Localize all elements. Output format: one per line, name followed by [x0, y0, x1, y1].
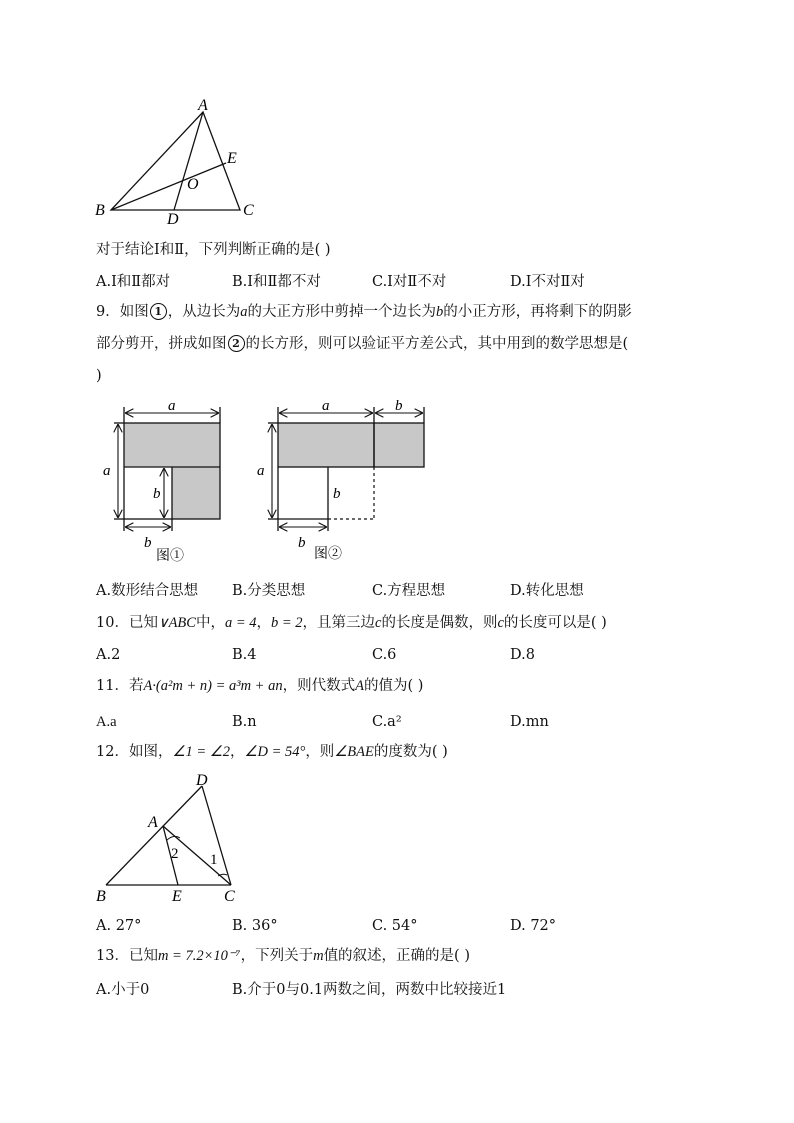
fig9-right-label-inner: b	[333, 486, 341, 502]
q10-option-c[interactable]: C.6	[372, 647, 397, 663]
triangle-figure-q8	[90, 95, 270, 225]
label-b: B	[95, 202, 105, 219]
q8-option-d[interactable]: D.Ⅰ不对Ⅱ对	[510, 274, 585, 290]
question-9-line3: )	[96, 368, 102, 384]
question-9-number: 9．	[96, 304, 120, 320]
question-9-line2: 部分剪开，拼成如图 2 的长方形，则可以验证平方差公式，其中用到的数学思想是(	[96, 336, 629, 352]
fig9-left-caption: 图①	[156, 549, 184, 564]
label-e: E	[227, 150, 237, 167]
label-b: B	[96, 888, 106, 905]
angle-label-1: 1	[210, 852, 218, 868]
fig9-left-label-bottom: b	[144, 535, 152, 551]
question-13-number: 13．	[96, 948, 129, 964]
fig9-right-label-top-a: a	[322, 398, 330, 414]
shaded-top	[124, 423, 220, 467]
shaded-right-rect	[374, 423, 424, 467]
q10-option-a[interactable]: A.2	[96, 647, 121, 663]
q8-option-c[interactable]: C.Ⅰ对Ⅱ不对	[372, 274, 447, 290]
q9-option-a[interactable]: A.数形结合思想	[96, 583, 199, 599]
question-12-number: 12．	[96, 744, 129, 760]
triangle-abc	[111, 112, 240, 210]
q12-option-d[interactable]: D. 72°	[510, 918, 557, 934]
question-12-stem: 12．如图，∠1 = ∠2，∠D = 54°，则∠BAE的度数为( )	[96, 744, 448, 760]
label-c: C	[224, 888, 235, 905]
label-o: O	[187, 176, 199, 193]
q11-option-c[interactable]: C.a²	[372, 714, 402, 730]
label-d: D	[167, 211, 179, 225]
q13-option-a[interactable]: A.小于0	[96, 982, 150, 998]
fig9-left-label-inner: b	[153, 486, 161, 502]
shaded-bottom-right	[172, 467, 220, 519]
q11-option-a[interactable]: A.a	[96, 714, 117, 730]
label-d: D	[196, 772, 208, 789]
question-9-line1: 9．如图 1 ，从边长为a的大正方形中剪掉一个边长为b的小正方形，再将剩下的阴影	[96, 304, 632, 320]
q11-option-b[interactable]: B.n	[232, 714, 257, 730]
q12-option-b[interactable]: B. 36°	[232, 918, 278, 934]
q8-option-a[interactable]: A.Ⅰ和Ⅱ都对	[96, 274, 171, 290]
angle-label-2: 2	[171, 846, 179, 862]
circle-one: 1	[150, 303, 167, 320]
segment-be	[111, 163, 226, 210]
fig9-right-label-side: a	[257, 463, 265, 479]
figure-9-right	[252, 395, 432, 565]
expression: A·(a²m + n) = a³m + an	[143, 678, 283, 694]
segment-bd	[106, 786, 202, 885]
q9-option-b[interactable]: B.分类思想	[232, 583, 306, 599]
q8-option-b[interactable]: B.Ⅰ和Ⅱ都不对	[232, 274, 321, 290]
fig9-right-label-bottom: b	[298, 535, 306, 551]
question-13-stem: 13．已知m = 7.2×10⁻⁷，下列关于m值的叙述，正确的是( )	[96, 948, 470, 964]
q9-option-c[interactable]: C.方程思想	[372, 583, 446, 599]
triangle-figure-q12	[90, 768, 250, 908]
shaded-left-rect	[278, 423, 374, 467]
fig9-left-label-top: a	[168, 398, 176, 414]
circle-two: 2	[228, 335, 245, 352]
q10-option-d[interactable]: D.8	[510, 647, 535, 663]
q10-option-b[interactable]: B.4	[232, 647, 257, 663]
fig9-right-caption: 图②	[314, 547, 342, 562]
question-8-stem: 对于结论Ⅰ和Ⅱ，下列判断正确的是( )	[96, 242, 331, 258]
fig9-left-label-side: a	[103, 463, 111, 479]
segment-dc	[202, 786, 231, 885]
question-10-number: 10．	[96, 615, 129, 631]
fig9-right-label-top-b: b	[395, 398, 403, 414]
q12-option-a[interactable]: A. 27°	[96, 918, 142, 934]
q13-option-b[interactable]: B.介于0与0.1两数之间，两数中比较接近1	[232, 982, 507, 998]
question-11-number: 11．	[96, 678, 129, 694]
figure-9-left	[100, 395, 230, 565]
q9-option-d[interactable]: D.转化思想	[510, 583, 584, 599]
question-11-stem: 11．若A·(a²m + n) = a³m + an，则代数式A的值为( )	[96, 678, 424, 694]
label-e: E	[172, 888, 182, 905]
label-a: A	[198, 97, 208, 114]
q12-option-c[interactable]: C. 54°	[372, 918, 418, 934]
question-10-stem: 10．已知∨ABC中，a = 4，b = 2，且第三边c的长度是偶数，则c的长度可以是( )	[96, 615, 607, 631]
q11-option-d[interactable]: D.mn	[510, 714, 549, 730]
label-c: C	[243, 202, 254, 219]
label-a: A	[148, 814, 158, 831]
